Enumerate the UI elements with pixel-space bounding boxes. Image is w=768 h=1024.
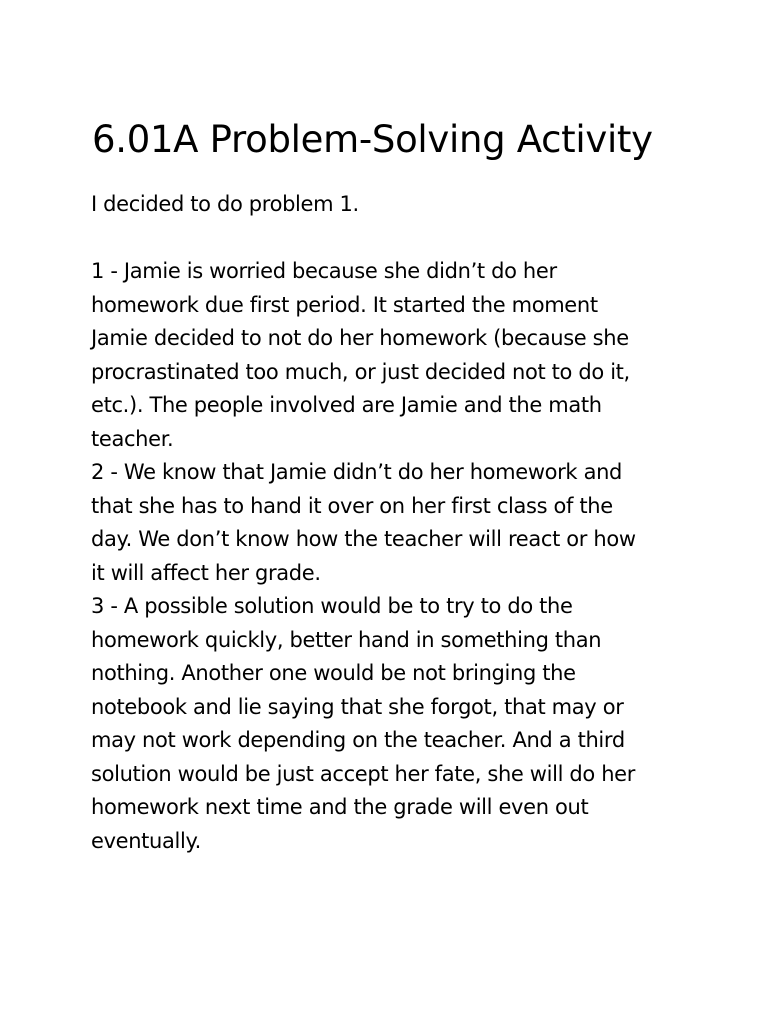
intro-paragraph: I decided to do problem 1. — [91, 192, 359, 216]
document-body — [91, 188, 691, 858]
text-line: homework next time and the grade will even out — [91, 795, 589, 819]
text-line: may not work depending on the teacher. And a third — [91, 728, 625, 752]
text-line: notebook and lie saying that she forgot, that may or — [91, 694, 624, 719]
text-line: procrastinated too much, or just decided not to do it, — [91, 359, 630, 384]
answer-2 — [91, 456, 691, 590]
text-line: Jamie decided to not do her homework (because she — [91, 326, 629, 350]
text-line: that she has to hand it over on her first class of the — [91, 493, 613, 518]
text-line: etc.). The people involved are Jamie and the math — [91, 393, 602, 417]
answer-1 — [91, 255, 691, 456]
text-line: solution would be just accept her fate, she will do her — [91, 761, 636, 786]
page-title: 6.01A Problem-Solving Activity — [92, 118, 653, 161]
text-line: day. We don’t know how the teacher will react or how — [91, 527, 636, 551]
text-line: eventually. — [91, 828, 201, 853]
text-line: teacher. — [91, 426, 174, 451]
text-line: 2 - We know that Jamie didn’t do her homework and — [91, 460, 623, 484]
text-line: homework due first period. It started the moment — [91, 292, 598, 317]
text-line: it will affect her grade. — [91, 560, 321, 585]
text-line: nothing. Another one would be not bringing the — [91, 661, 576, 685]
text-line: 1 - Jamie is worried because she didn’t do her — [91, 259, 557, 283]
answer-3 — [91, 590, 691, 858]
text-line: homework quickly, better hand in something than — [91, 627, 602, 652]
text-line: 3 - A possible solution would be to try to do the — [91, 594, 573, 618]
